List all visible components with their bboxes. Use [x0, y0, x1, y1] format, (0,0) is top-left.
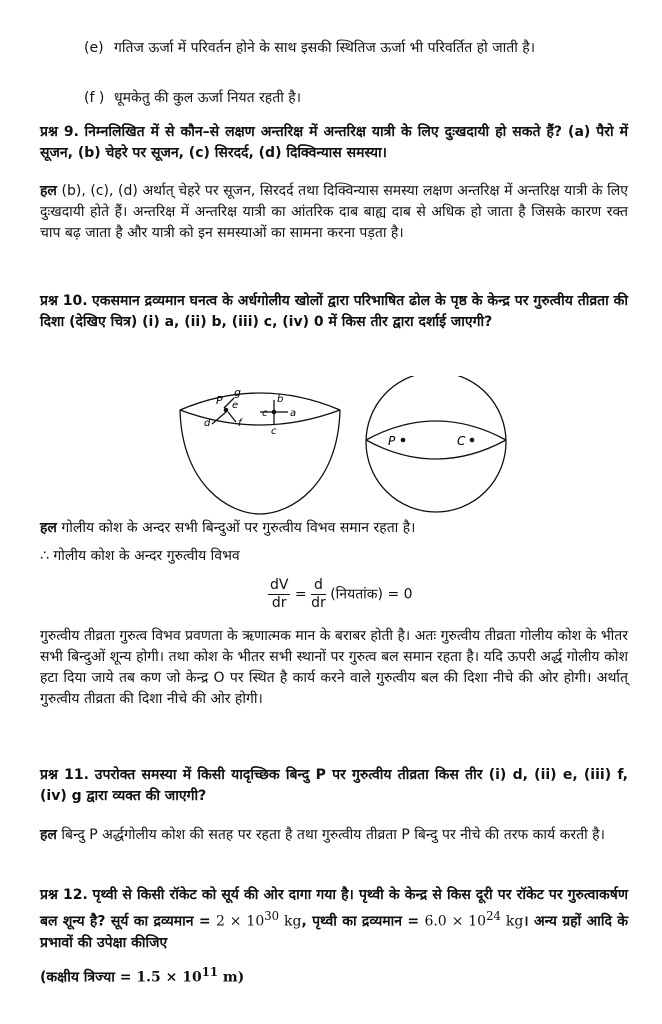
- label-d: d: [204, 418, 211, 429]
- answer-text: (b), (c), (d) अर्थात् चेहरे पर सूजन, सिरदर्द तथा दिक्विन्यास समस्या लक्षण अन्तरिक्ष में अन्तरिक्ष यात्री के लिए दुःखदायी होते हैं। अन्तरिक्ष में अन्तरिक्ष यात्री का आंतरिक दाब बाह्य दाब से अधिक हो जाता है जिसके कारण रक्त चाप बढ़ जाता है और यात्री को इन समस्याओं का सामना करना पड़ता है।: [40, 183, 628, 241]
- option-label: (f ): [84, 90, 105, 106]
- option-f: [84, 88, 624, 109]
- answer-10-body: [40, 626, 628, 710]
- question-text-1: पृथ्वी से किसी रॉकेट को सूर्य की ओर दागा गया है। पृथ्वी के केन्द्र से किस दूरी पर रॉकेट पर गुरुत्वाकर्षण बल शून्य है? सूर्य का द्रव्यमान =: [40, 887, 629, 930]
- label-g: g: [234, 386, 241, 399]
- option-text: धूमकेतु की कुल ऊर्जा नियत रहती है।: [114, 90, 302, 106]
- question-text: निम्नलिखित में से कौन–से लक्षण अन्तरिक्ष में अन्तरिक्ष यात्री के लिए दुःखदायी हो सकते हैं? (a) पैरो में सूजन, (b) चेहरे पर सूजन, (c) सिरदर्द, (d) दिक्विन्यास समस्या।: [40, 124, 628, 161]
- sun-mass-exponent: 30: [264, 909, 280, 923]
- option-e: [84, 38, 624, 59]
- earth-mass-unit: kg: [500, 913, 524, 930]
- earth-mass-exponent: 24: [486, 909, 501, 923]
- answer-11: [40, 825, 628, 846]
- option-text: गतिज ऊर्जा में परिवर्तन होने के साथ इसकी स्थितिज ऊर्जा भी परिवर्तित हो जाती है।: [114, 40, 536, 56]
- orbit-radius-unit: m): [217, 969, 245, 986]
- orbit-radius-exponent: 11: [201, 965, 218, 979]
- orbit-radius: [40, 962, 628, 989]
- sun-mass-unit: kg: [279, 913, 302, 930]
- fraction-numerator: dV: [270, 577, 289, 593]
- label-f: f: [238, 418, 242, 429]
- label-c-left: c: [262, 408, 268, 419]
- label-a: a: [290, 408, 297, 419]
- question-12: [40, 885, 628, 954]
- question-label: प्रश्न 11.: [40, 767, 89, 783]
- answer-label: हल: [40, 827, 57, 843]
- answer-label: हल: [40, 183, 57, 199]
- orbit-radius-value: 1.5 × 10: [136, 969, 202, 986]
- orbit-radius-label: (कक्षीय त्रिज्या =: [40, 969, 137, 986]
- fraction-dv-dr: [268, 577, 290, 612]
- answer-line: ∴ गोलीय कोश के अन्दर गुरुत्वीय विभव: [40, 548, 240, 564]
- label-c-right: C: [457, 434, 466, 448]
- earth-mass: 6.0 × 10: [424, 913, 487, 930]
- answer-10-line2: [40, 546, 628, 567]
- question-text: एकसमान द्रव्यमान घनत्व के अर्धगोलीय खोलों द्वारा परिभाषित ढोल के पृष्ठ के केन्द्र पर गुरुत्वीय तीव्रता की दिशा (देखिए चित्र) (i) a, (ii) b, (iii) c, (iv) 0 में किस तीर द्वारा दर्शाई जाएगी?: [40, 293, 628, 330]
- label-e: e: [232, 400, 239, 411]
- equation-rest: (नियतांक) = 0: [330, 586, 413, 603]
- point-c-right-dot: [470, 438, 475, 443]
- equation-potential: [268, 577, 508, 612]
- hemisphere-figure: [160, 376, 520, 520]
- fraction-denominator: dr: [311, 595, 326, 611]
- answer-text: गुरुत्वीय तीव्रता गुरुत्व विभव प्रवणता के ऋणात्मक मान के बराबर होती है। अतः गुरुत्वीय तीव्रता गोलीय कोश के भीतर सभी बिन्दुओं शून्य होगी। तथा कोश के भीतर सभी स्थानों पर गुरुत्व बल समान रहता है। यदि ऊपरी अर्द्ध गोलीय कोश हटा दिया जाये तब कण जो केन्द्र O पर स्थित है कार्य करने वाले गुरुत्वीय बल की दिशा नीचे की ओर होगी। अर्थात् गुरुत्वीय तीव्रता की दिशा नीचे की ओर होगी।: [40, 628, 628, 707]
- fraction-denominator: dr: [271, 595, 287, 611]
- question-11: [40, 765, 628, 807]
- question-label: प्रश्न 12.: [40, 887, 88, 903]
- answer-10-intro: [40, 518, 628, 539]
- question-label: प्रश्न 10.: [40, 293, 88, 309]
- bowl-diagram: [180, 393, 340, 514]
- label-p: P: [216, 394, 223, 407]
- answer-9: [40, 181, 628, 244]
- label-c-bottom: c: [271, 426, 277, 437]
- sphere-diagram: [366, 376, 506, 512]
- label-b: b: [277, 394, 284, 405]
- label-p-right: P: [388, 434, 396, 448]
- question-text-2: , पृथ्वी का द्रव्यमान =: [301, 913, 425, 930]
- point-c-dot: [272, 410, 277, 415]
- fraction-numerator: d: [311, 577, 326, 595]
- sun-mass: 2 × 10: [215, 913, 265, 930]
- option-label: (e): [84, 40, 104, 56]
- point-p-right-dot: [401, 438, 406, 443]
- equals-sign: =: [294, 586, 307, 603]
- answer-label: हल: [40, 520, 57, 536]
- answer-text: बिन्दु P अर्द्धगोलीय कोश की सतह पर रहता है तथा गुरुत्वीय तीव्रता P बिन्दु पर नीचे की तरफ कार्य करती है।: [61, 827, 605, 843]
- answer-line: गोलीय कोश के अन्दर सभी बिन्दुओं पर गुरुत्वीय विभव समान रहता है।: [61, 520, 416, 536]
- question-label: प्रश्न 9.: [40, 124, 79, 140]
- question-9: [40, 122, 628, 164]
- question-10: [40, 291, 628, 333]
- question-text: उपरोक्त समस्या में किसी यादृच्छिक बिन्दु P पर गुरुत्वीय तीव्रता किस तीर (i) d, (ii) e, (iii) f, (iv) g द्वारा व्यक्त की जाएगी?: [40, 767, 628, 804]
- question-text-3: । अन्य ग्रहों आदि के प्रभावों की उपेक्षा कीजिए: [40, 913, 628, 951]
- point-p-dot: [224, 408, 229, 413]
- fraction-d-dr: [311, 577, 326, 612]
